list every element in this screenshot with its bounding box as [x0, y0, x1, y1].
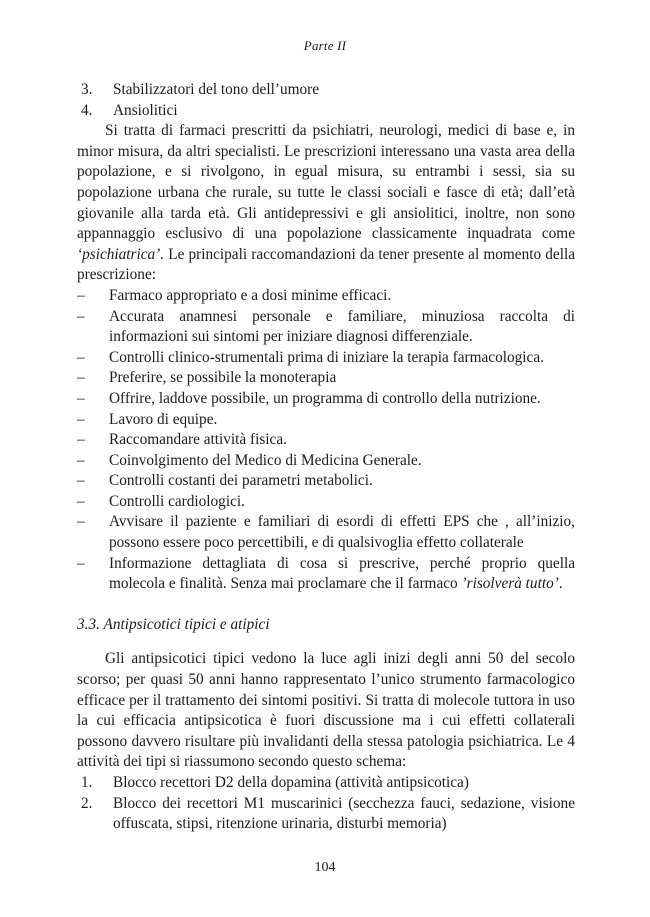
intro-text: Si tratta di farmaci prescritti da psichiatri, neurologi, medici di base e, in minor misura, da altri specialisti. Le prescrizioni interessano una vasta area della popolazione, e si rivolgono, in egual misura, su entrambi i sessi, sia su popolazione urbana che rurale, su tutte le classi sociali e fasce di età; dall’età giovanile alla tarda età. Gli antidepressivi e gli ansiolitici, inoltre, non sono appannaggio esclusivo di una popolazione classicamente inquadrata come	[77, 122, 575, 243]
top-numbered-list	[81, 80, 575, 121]
dash-bullet: –	[77, 348, 85, 366]
dash-bullet: –	[77, 307, 85, 325]
recommendations-list	[51, 286, 575, 595]
list-item-text	[109, 554, 575, 595]
list-item-text: Raccomandare attività fisica.	[109, 431, 287, 449]
list-item	[51, 554, 575, 595]
list-item	[51, 307, 575, 348]
dash-bullet: –	[77, 513, 85, 531]
item-text: Blocco recettori D2 della dopamina (attività antipsicotica)	[113, 774, 469, 791]
dash-bullet: –	[77, 369, 85, 387]
intro-text-end: Le principali raccomandazioni da tener presente al momento della prescrizione:	[77, 245, 575, 284]
list-item	[51, 410, 575, 431]
list-item-text: Controlli clinico-strumentali prima di iniziare la terapia farmacologica.	[109, 348, 544, 366]
dash-bullet: –	[77, 410, 85, 428]
item-number: 1.	[81, 774, 93, 791]
item-number: 3.	[81, 81, 93, 98]
dash-bullet: –	[77, 472, 85, 490]
list-item-text: Controlli cardiologici.	[109, 492, 245, 510]
numbered-item	[81, 80, 575, 101]
list-item-text: Controlli costanti dei parametri metabolici.	[109, 472, 373, 490]
list-item-text: Offrire, laddove possibile, un programma di controllo della nutrizione.	[109, 389, 541, 407]
list-item-text: Avvisare il paziente e familiari di esordi di effetti EPS che , all’inizio, possono essere poco percettibili, e di qualsivoglia effetto collaterale	[109, 513, 575, 552]
numbered-item	[81, 101, 575, 122]
dash-bullet: –	[77, 389, 85, 407]
list-item	[51, 286, 575, 307]
last-item-quote: ’risolverà tutto’	[461, 575, 559, 593]
list-item	[51, 389, 575, 410]
section-heading: 3.3. Antipsicotici tipici e atipici	[77, 615, 270, 633]
list-item	[51, 348, 575, 369]
list-item	[51, 512, 575, 553]
numbered-item	[81, 794, 575, 835]
list-item	[51, 430, 575, 451]
intro-paragraph	[77, 121, 575, 286]
list-item	[51, 471, 575, 492]
page-body	[77, 80, 575, 835]
running-header: Parte II	[303, 38, 347, 53]
list-item-text: Coinvolgimento del Medico di Medicina Generale.	[109, 451, 422, 469]
numbered-item	[81, 773, 575, 794]
last-item-end: .	[558, 575, 563, 593]
section-numbered-list	[81, 773, 575, 835]
list-item-text: Accurata anamnesi personale e familiare, minuziosa raccolta di informazioni sui sintomi per iniziare diagnosi differenziale.	[109, 307, 575, 346]
page-number: 104	[314, 860, 336, 875]
dash-bullet: –	[77, 286, 85, 304]
dash-bullet: –	[77, 451, 85, 469]
item-number: 2.	[81, 794, 93, 812]
list-item	[51, 451, 575, 472]
list-item-text: Lavoro di equipe.	[109, 410, 218, 428]
dash-bullet: –	[77, 492, 85, 510]
list-item-text: Preferire, se possibile la monoterapia	[109, 369, 337, 387]
item-text: Ansiolitici	[113, 101, 178, 119]
dash-bullet: –	[77, 554, 85, 572]
list-item	[51, 492, 575, 513]
intro-quote: ‘psichiatrica’.	[77, 245, 165, 263]
list-item-text: Farmaco appropriato e a dosi minime efficaci.	[109, 286, 392, 304]
section-paragraph: Gli antipsicotici tipici vedono la luce agli inizi degli anni 50 del secolo scorso; per quasi 50 anni hanno rappresentato l’unico strumento farmacologico efficace per il trattamento dei sintomi positivi. Si tratta di molecole tuttora in uso la cui efficacia antipsicotica è fuori discussione ma i cui effetti collaterali possono davvero risultare più invalidanti della stessa patologia psichiatrica. Le 4 attività dei tipi si riassumono secondo questo schema:	[77, 650, 575, 771]
item-text: Stabilizzatori del tono dell’umore	[113, 81, 320, 98]
list-item	[51, 368, 575, 389]
last-item-text: Informazione dettagliata di cosa si prescrive, perché proprio quella molecola e finalità. Senza mai proclamare che il farmaco	[109, 554, 575, 593]
item-text: Blocco dei recettori M1 muscarinici (secchezza fauci, sedazione, visione offuscata, stipsi, ritenzione urinaria, disturbi memoria)	[113, 794, 575, 833]
dash-bullet: –	[77, 431, 85, 449]
item-number: 4.	[81, 101, 93, 119]
